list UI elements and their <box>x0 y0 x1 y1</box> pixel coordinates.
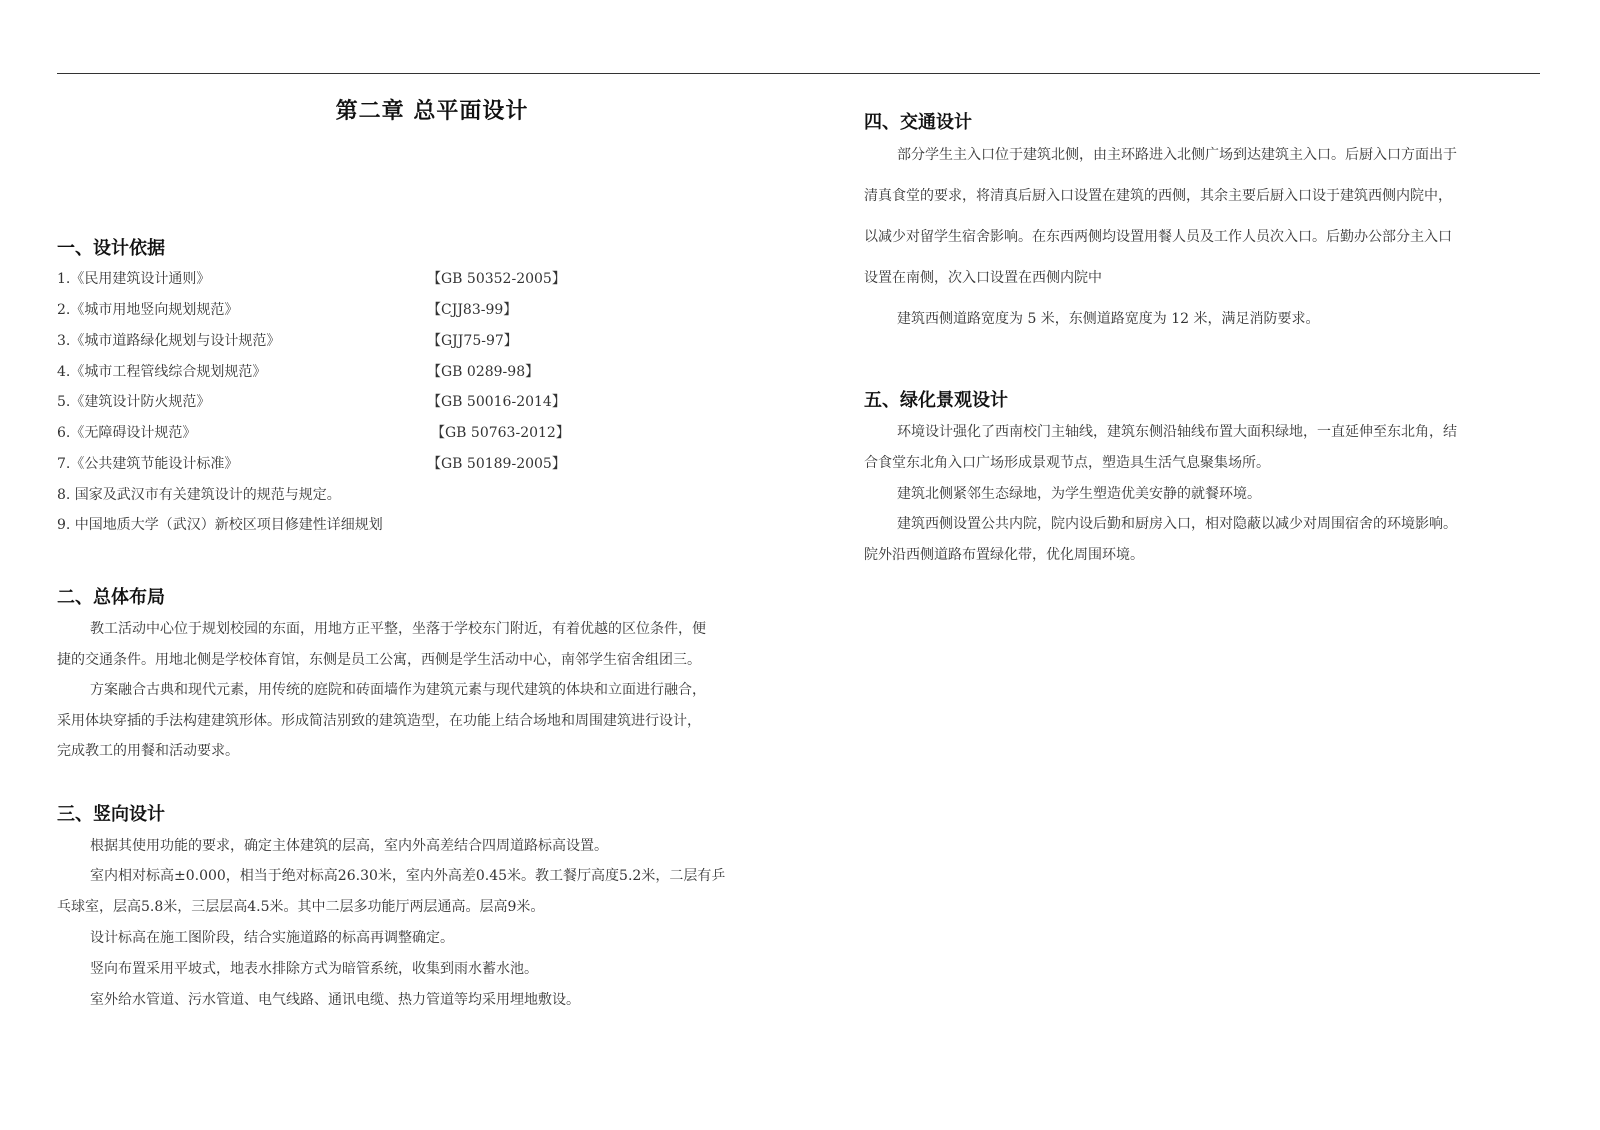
reference-code: 【GB 50016-2014】 <box>427 394 566 410</box>
reference-name: 2.《城市用地竖向规划规范》 <box>57 302 239 318</box>
reference-code: 【CJJ83-99】 <box>427 302 518 318</box>
paragraph-line: 部分学生主入口位于建筑北侧，由主环路进入北侧广场到达建筑主入口。后厨入口方面出于 <box>897 147 1457 163</box>
paragraph-line: 方案融合古典和现代元素，用传统的庭院和砖面墙作为建筑元素与现代建筑的体块和立面进行融合， <box>90 682 706 698</box>
paragraph-line: 室外给水管道、污水管道、电气线路、通讯电缆、热力管道等均采用埋地敷设。 <box>90 992 580 1008</box>
paragraph-line: 合食堂东北角入口广场形成景观节点，塑造具生活气息聚集场所。 <box>864 455 1270 471</box>
paragraph-line: 竖向布置采用平坡式，地表水排除方式为暗管系统，收集到雨水蓄水池。 <box>90 961 538 977</box>
paragraph-line: 清真食堂的要求，将清真后厨入口设置在建筑的西侧，其余主要后厨入口设于建筑西侧内院中， <box>864 188 1452 204</box>
section-heading-basis: 一、设计依据 <box>57 238 165 259</box>
paragraph-line: 建筑西侧道路宽度为 5 米，东侧道路宽度为 12 米，满足消防要求。 <box>897 311 1320 327</box>
reference-code: 【GJJ75-97】 <box>427 333 518 349</box>
reference-code: 【GB 50189-2005】 <box>427 456 566 472</box>
reference-name: 4.《城市工程管线综合规划规范》 <box>57 364 267 380</box>
paragraph-line: 教工活动中心位于规划校园的东面，用地方正平整，坐落于学校东门附近，有着优越的区位条件，便 <box>90 621 706 637</box>
paragraph-line: 院外沿西侧道路布置绿化带，优化周围环境。 <box>864 547 1144 563</box>
paragraph-line: 根据其使用功能的要求，确定主体建筑的层高，室内外高差结合四周道路标高设置。 <box>90 838 608 854</box>
paragraph-line: 设计标高在施工图阶段，结合实施道路的标高再调整确定。 <box>90 930 454 946</box>
reference-name: 7.《公共建筑节能设计标准》 <box>57 456 239 472</box>
reference-code: 【GB 0289-98】 <box>427 364 540 380</box>
reference-name: 3.《城市道路绿化规划与设计规范》 <box>57 333 281 349</box>
section-heading-layout: 二、总体布局 <box>57 587 165 608</box>
reference-code: 【GB 50763-2012】 <box>431 425 570 441</box>
paragraph-line: 设置在南侧，次入口设置在西侧内院中 <box>864 270 1102 286</box>
reference-name: 6.《无障碍设计规范》 <box>57 425 197 441</box>
paragraph-line: 采用体块穿插的手法构建建筑形体。形成简洁别致的建筑造型，在功能上结合场地和周围建筑进行设计， <box>57 713 701 729</box>
section-heading-landscape: 五、绿化景观设计 <box>864 390 1008 411</box>
paragraph-line: 完成教工的用餐和活动要求。 <box>57 743 239 759</box>
paragraph-line: 环境设计强化了西南校门主轴线，建筑东侧沿轴线布置大面积绿地，一直延伸至东北角，结 <box>897 424 1457 440</box>
reference-item-8: 8. 国家及武汉市有关建筑设计的规范与规定。 <box>57 487 341 503</box>
chapter-title: 第二章 总平面设计 <box>335 99 529 124</box>
section-heading-traffic: 四、交通设计 <box>864 112 972 133</box>
reference-name: 5.《建筑设计防火规范》 <box>57 394 211 410</box>
left-column <box>57 0 807 1130</box>
reference-item-9: 9. 中国地质大学（武汉）新校区项目修建性详细规划 <box>57 517 383 533</box>
reference-name: 1.《民用建筑设计通则》 <box>57 271 211 287</box>
paragraph-line: 捷的交通条件。用地北侧是学校体育馆，东侧是员工公寓，西侧是学生活动中心，南邻学生宿舍组团三。 <box>57 652 701 668</box>
paragraph-line: 建筑西侧设置公共内院，院内设后勤和厨房入口，相对隐蔽以减少对周围宿舍的环境影响。 <box>897 516 1457 532</box>
section-heading-vertical: 三、竖向设计 <box>57 804 165 825</box>
paragraph-line: 乓球室，层高5.8米，三层层高4.5米。其中二层多功能厅两层通高。层高9米。 <box>57 899 545 915</box>
paragraph-line: 以减少对留学生宿舍影响。在东西两侧均设置用餐人员及工作人员次入口。后勤办公部分主入口 <box>864 229 1452 245</box>
paragraph-line: 建筑北侧紧邻生态绿地，为学生塑造优美安静的就餐环境。 <box>897 486 1261 502</box>
right-column <box>864 0 1544 1130</box>
reference-code: 【GB 50352-2005】 <box>427 271 566 287</box>
paragraph-line: 室内相对标高±0.000，相当于绝对标高26.30米，室内外高差0.45米。教工餐厅高度5.2米，二层有乒 <box>90 868 726 884</box>
